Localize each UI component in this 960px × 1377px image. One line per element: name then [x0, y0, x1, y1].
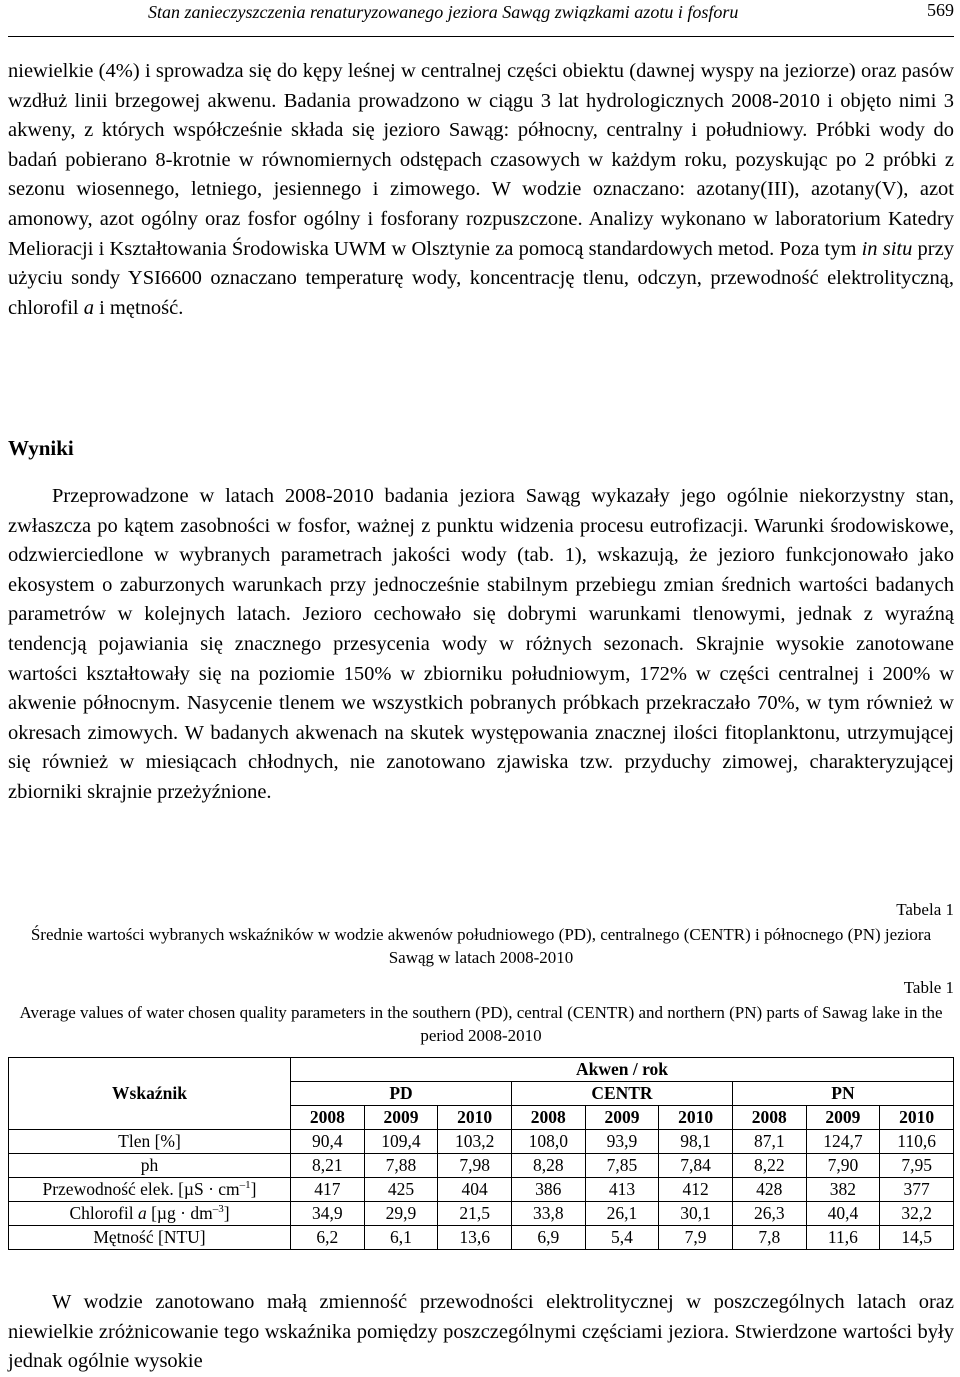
table-caption-pl: Średnie wartości wybranych wskaźników w wodzie akwenów południowego (PD), centralnego (CENTR) i północnego (PN) jeziora Sawąg w latach 2008-2010 — [30, 925, 932, 967]
table-cell: 404 — [438, 1178, 512, 1202]
table-row — [9, 1154, 954, 1178]
row-label-tlen: Tlen [%] — [9, 1130, 291, 1154]
table-cell: 8,21 — [291, 1154, 365, 1178]
table-cell: 382 — [806, 1178, 880, 1202]
table-cell: 40,4 — [806, 1202, 880, 1226]
table-cell: 109,4 — [364, 1130, 438, 1154]
group-pd: PD — [291, 1082, 512, 1106]
label-text: Przewodność elek. [µS · cm — [42, 1179, 240, 1199]
table-cell: 6,1 — [364, 1226, 438, 1250]
table-cell: 90,4 — [291, 1130, 365, 1154]
table-cell: 93,9 — [585, 1130, 659, 1154]
paragraph-methods — [8, 57, 954, 323]
section-heading: Wyniki — [8, 436, 74, 460]
table-cell: 34,9 — [291, 1202, 365, 1226]
label-superscript: –3 — [212, 1203, 224, 1216]
group-centr: CENTR — [511, 1082, 732, 1106]
row-label-metnosc: Mętność [NTU] — [9, 1226, 291, 1250]
table-label-pl: Tabela 1 — [896, 900, 954, 919]
year-header: 2009 — [806, 1106, 880, 1130]
table-cell: 428 — [732, 1178, 806, 1202]
year-header: 2008 — [511, 1106, 585, 1130]
table-cell: 124,7 — [806, 1130, 880, 1154]
table-cell: 425 — [364, 1178, 438, 1202]
label-end: ] — [250, 1179, 257, 1199]
table-cell: 8,22 — [732, 1154, 806, 1178]
table-cell: 110,6 — [880, 1130, 954, 1154]
table-row — [9, 1202, 954, 1226]
table-cell: 98,1 — [659, 1130, 733, 1154]
table-cell: 7,85 — [585, 1154, 659, 1178]
table-cell: 7,98 — [438, 1154, 512, 1178]
corner-header: Wskaźnik — [9, 1058, 291, 1130]
year-header: 2009 — [364, 1106, 438, 1130]
group-pn: PN — [732, 1082, 953, 1106]
table-cell: 7,95 — [880, 1154, 954, 1178]
label-end: ] — [223, 1203, 230, 1223]
table-cell: 30,1 — [659, 1202, 733, 1226]
table-cell: 417 — [291, 1178, 365, 1202]
table-cell: 7,8 — [732, 1226, 806, 1250]
table-cell: 6,2 — [291, 1226, 365, 1250]
table-label-en: Table 1 — [903, 978, 954, 997]
label-italic: a — [137, 1203, 147, 1223]
table-row — [9, 1226, 954, 1250]
year-header: 2008 — [291, 1106, 365, 1130]
table-cell: 33,8 — [511, 1202, 585, 1226]
table-cell: 11,6 — [806, 1226, 880, 1250]
table-cell: 8,28 — [511, 1154, 585, 1178]
methods-text-1: niewielkie (4%) i sprowadza się do kępy leśnej w centralnej części obiektu (dawnej wyspy na jeziorze) oraz pasów wzdłuż linii brzegowej akwenu. Badania prowadzono w ciągu 3 lat hydrologicznych 2008-2010 i objęto nimi 3 akweny, z których współcześnie składa się jezioro Sawąg: północny, centralny i południowy. Próbki wody do badań pobierano 8-krotnie w równomiernych odstępach czasowych w każdym roku, pozyskując po 2 próbki z sezonu wiosennego, letniego, jesiennego i zimowego. W wodzie oznaczano: azotany(III), azotany(V), azot amonowy, azot ogólny oraz fosfor ogólny i fosforany rozpuszczone. Analizy wykonano w laboratorium Katedry Melioracji i Kształtowania Środowiska UWM w Olsztynie za pomocą standardowych metod. Poza tym — [8, 60, 954, 260]
row-label-ph: ph — [9, 1154, 291, 1178]
table-cell: 7,9 — [659, 1226, 733, 1250]
label-superscript: –1 — [239, 1179, 251, 1192]
table-cell: 21,5 — [438, 1202, 512, 1226]
year-header: 2009 — [585, 1106, 659, 1130]
table-cell: 413 — [585, 1178, 659, 1202]
table-cell: 29,9 — [364, 1202, 438, 1226]
table-cell: 5,4 — [585, 1226, 659, 1250]
table-cell: 13,6 — [438, 1226, 512, 1250]
table-cell: 108,0 — [511, 1130, 585, 1154]
table-cell: 6,9 — [511, 1226, 585, 1250]
group-header: Akwen / rok — [291, 1058, 954, 1082]
table-header-row-1 — [9, 1058, 954, 1082]
methods-text-2: przy użyciu sondy YSI6600 oznaczano temperaturę wody, koncentrację tlenu, odczyn, przewodność elektrolityczną, chlorofil — [8, 237, 954, 319]
year-header: 2010 — [880, 1106, 954, 1130]
page-header — [8, 0, 954, 37]
table-cell: 103,2 — [438, 1130, 512, 1154]
methods-text-3: i mętność. — [93, 296, 184, 319]
data-table — [8, 1057, 954, 1250]
label-text: [µg · dm — [146, 1203, 213, 1223]
running-title: Stan zanieczyszczenia renaturyzowanego jeziora Sawąg związkami azotu i fosforu — [148, 2, 739, 22]
methods-italic-in-situ: in situ — [861, 237, 913, 260]
table-caption-en: Average values of water chosen quality parameters in the southern (PD), central (CENTR) and northern (PN) parts of Sawag lake in the period 2008-2010 — [19, 1003, 943, 1045]
table-cell: 7,88 — [364, 1154, 438, 1178]
paragraph-bottom: W wodzie zanotowano małą zmienność przewodności elektrolitycznej w poszczególnych latach oraz niewielkie zróżnicowanie tego wskaźnika pomiędzy poszczególnymi częściami jeziora. Stwierdzone wartości były jednak ogólnie wysokie — [8, 1291, 954, 1373]
table-cell: 386 — [511, 1178, 585, 1202]
label-pre: Chlorofil — [69, 1203, 138, 1223]
methods-italic-a: a — [83, 296, 94, 319]
row-label-przewodnosc — [9, 1178, 291, 1202]
table-cell: 7,84 — [659, 1154, 733, 1178]
table-cell: 7,90 — [806, 1154, 880, 1178]
table-row — [9, 1130, 954, 1154]
table-cell: 87,1 — [732, 1130, 806, 1154]
paragraph-results: Przeprowadzone w latach 2008-2010 badania jeziora Sawąg wykazały jego ogólnie niekorzystny stan, zwłaszcza po kątem zasobności w fosfor, ważnej z punktu widzenia procesu eutrofizacji. Warunki środowiskowe, odzwierciedlone w wybranych parametrach jakości wody (tab. 1), wskazują, że jezioro funkcjonowało jako ekosystem o zaburzonych warunkach przy jednocześnie stabilnym przebiegu zmian średnich wartości badanych parametrów w kolejnych latach. Jezioro cechowało się dobrymi warunkami tlenowymi, jednak z wyraźną tendencją pojawiania się znacznego przesycenia wody w różnych sezonach. Skrajnie wysokie zanotowane wartości kształtowały się na poziomie 150% w zbiorniku południowym, 172% w części centralnej i 200% w akwenie północnym. Nasycenie tlenem we wszystkich pobranych próbkach przekraczało 70%, w tym również w okresach zimowych. W badanych akwenach na skutek występowania znacznej ilości fitoplanktonu, utrzymującej się również w miesiącach chłodnych, nie zanotowano zjawiska tzw. przyduchy zimowej, charakteryzującej zbiorniki skrajnie przeżyźnione. — [8, 485, 954, 803]
page-number: 569 — [927, 0, 954, 20]
year-header: 2010 — [438, 1106, 512, 1130]
table-cell: 32,2 — [880, 1202, 954, 1226]
table-cell: 26,1 — [585, 1202, 659, 1226]
table-cell: 412 — [659, 1178, 733, 1202]
table-cell: 14,5 — [880, 1226, 954, 1250]
table-cell: 26,3 — [732, 1202, 806, 1226]
table-cell: 377 — [880, 1178, 954, 1202]
table-row — [9, 1178, 954, 1202]
year-header: 2008 — [732, 1106, 806, 1130]
row-label-chlorofil — [9, 1202, 291, 1226]
year-header: 2010 — [659, 1106, 733, 1130]
